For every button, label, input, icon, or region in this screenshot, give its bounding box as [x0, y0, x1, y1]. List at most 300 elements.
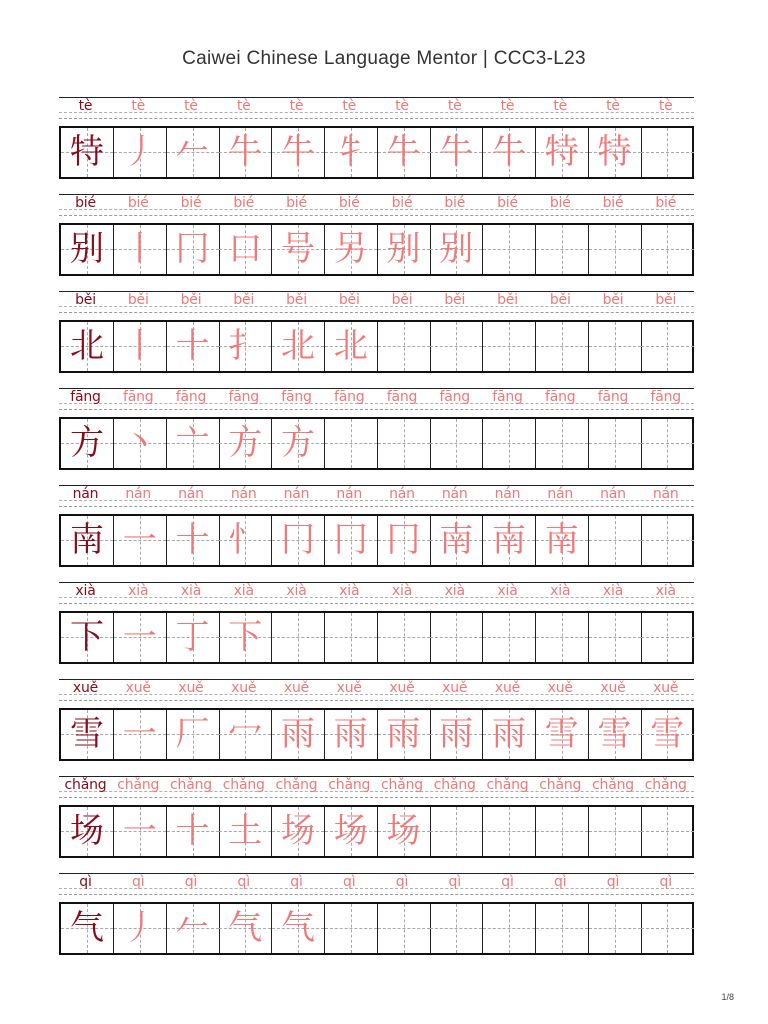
- writing-cell: [272, 419, 325, 468]
- stroke-step: 别: [386, 229, 421, 269]
- pinyin-trace: běi: [233, 292, 255, 308]
- pinyin-trace: xià: [497, 583, 518, 599]
- writing-cell: [641, 322, 694, 371]
- pinyin-label: tè: [78, 98, 93, 114]
- stroke-step: 方: [281, 423, 315, 463]
- stroke-step: 别: [439, 229, 474, 269]
- pinyin-trace: tè: [658, 98, 673, 114]
- pinyin-trace: chǎng: [117, 777, 160, 793]
- pinyin-trace: fāng: [492, 389, 523, 405]
- stroke-step: [483, 904, 535, 953]
- stroke-step: 牛: [228, 132, 263, 172]
- stroke-step: [536, 225, 588, 274]
- pinyin-trace: tè: [395, 98, 409, 114]
- pinyin-trace: tè: [606, 98, 620, 114]
- stroke-step: [325, 613, 377, 662]
- stroke-step: [325, 419, 377, 468]
- practice-row: [59, 97, 694, 181]
- writing-cell: [536, 613, 589, 662]
- writing-cell: [114, 807, 167, 856]
- stroke-step: 北: [333, 326, 368, 366]
- pinyin-trace: fāng: [334, 389, 365, 405]
- writing-cell: [219, 128, 272, 177]
- stroke-step: 十: [175, 326, 210, 366]
- stroke-step: [272, 613, 324, 662]
- stroke-step: [430, 807, 482, 856]
- stroke-step: 丶: [122, 423, 157, 463]
- pinyin-trace: xuě: [389, 680, 415, 696]
- pinyin-trace: chǎng: [381, 777, 423, 793]
- writing-cell: [589, 225, 642, 274]
- pinyin-trace: qì: [343, 874, 356, 890]
- pinyin-trace: běi: [549, 292, 571, 308]
- stroke-step: [536, 613, 588, 662]
- stroke-step: 丨: [122, 326, 157, 366]
- page-number: 1/8: [721, 992, 734, 1002]
- writing-grid: [59, 223, 694, 276]
- stroke-step: 雨: [492, 714, 526, 754]
- stroke-step: [483, 613, 535, 662]
- pinyin-trace: běi: [391, 292, 413, 308]
- writing-cell: [430, 613, 483, 662]
- writing-cell: [589, 128, 642, 177]
- stroke-step: [378, 613, 430, 662]
- writing-cell: [114, 904, 167, 953]
- stroke-step: [641, 516, 693, 565]
- stroke-step: 牛: [281, 132, 315, 172]
- pinyin-trace: chǎng: [539, 777, 582, 793]
- model-character: 场: [70, 811, 104, 851]
- writing-cell: [641, 613, 694, 662]
- stroke-step: [589, 904, 641, 953]
- pinyin-trace: bié: [233, 195, 255, 211]
- stroke-step: 雨: [333, 714, 368, 754]
- pinyin-trace: xuě: [336, 680, 362, 696]
- writing-cell: [219, 225, 272, 274]
- writing-cell: [61, 128, 114, 177]
- writing-cell: [61, 225, 114, 274]
- writing-cell: [219, 710, 272, 759]
- pinyin-trace: qì: [132, 874, 145, 890]
- pinyin-label: xuě: [72, 680, 99, 696]
- practice-row: [59, 194, 694, 278]
- stroke-step: 冖: [228, 714, 263, 754]
- writing-cell: [114, 322, 167, 371]
- pinyin-trace: tè: [447, 98, 462, 114]
- writing-grid: [59, 126, 694, 179]
- pinyin-trace: xià: [602, 583, 624, 599]
- writing-cell: [325, 710, 378, 759]
- writing-cell: [167, 807, 220, 856]
- stroke-step: [589, 807, 641, 856]
- pinyin-trace: fāng: [281, 389, 312, 405]
- stroke-step: 南: [492, 520, 526, 560]
- pinyin-trace: fāng: [650, 389, 681, 405]
- stroke-step: 丨: [122, 229, 157, 269]
- stroke-step: [430, 904, 482, 953]
- writing-cell: [641, 225, 694, 274]
- pinyin-label: běi: [75, 292, 96, 308]
- writing-cell: [272, 225, 325, 274]
- stroke-step: [325, 904, 377, 953]
- stroke-step: [430, 322, 482, 371]
- stroke-step: [641, 225, 693, 274]
- pinyin-trace: xuě: [442, 680, 468, 696]
- pinyin-trace: bié: [549, 195, 571, 211]
- pinyin-trace: xuě: [653, 680, 679, 696]
- stroke-step: [483, 419, 535, 468]
- writing-grid: [59, 320, 694, 373]
- pinyin-trace: bié: [180, 195, 202, 211]
- writing-cell: [483, 322, 536, 371]
- writing-cell: [378, 904, 431, 953]
- model-character: 南: [70, 520, 104, 560]
- pinyin-trace: nán: [336, 486, 363, 502]
- pinyin-trace: xuě: [547, 680, 573, 696]
- stroke-step: 南: [544, 520, 579, 560]
- pinyin-trace: qì: [395, 874, 409, 890]
- stroke-step: [483, 807, 535, 856]
- stroke-step: [589, 613, 641, 662]
- writing-cell: [219, 613, 272, 662]
- writing-cell: [114, 419, 167, 468]
- model-character: 特: [70, 132, 104, 172]
- pinyin-trace: fāng: [386, 389, 418, 405]
- writing-cell: [167, 322, 220, 371]
- writing-cell: [325, 322, 378, 371]
- writing-grid: [59, 611, 694, 664]
- writing-grid: [59, 417, 694, 470]
- page-title: Caiwei Chinese Language Mentor | CCC3-L23: [182, 48, 586, 69]
- writing-cell: [378, 807, 431, 856]
- writing-cell: [272, 710, 325, 759]
- model-character: 气: [70, 908, 104, 948]
- writing-cell: [589, 710, 642, 759]
- writing-cell: [167, 128, 220, 177]
- writing-grid: [59, 902, 694, 955]
- writing-cell: [641, 419, 694, 468]
- stroke-step: 雪: [597, 714, 632, 754]
- writing-cell: [219, 904, 272, 953]
- writing-cell: [536, 128, 589, 177]
- model-character: 方: [70, 423, 104, 463]
- pinyin-trace: běi: [655, 292, 677, 308]
- writing-cell: [430, 904, 483, 953]
- stroke-step: 雨: [281, 714, 315, 754]
- stroke-step: [641, 807, 693, 856]
- writing-cell: [589, 807, 642, 856]
- pinyin-trace: xià: [339, 583, 360, 599]
- pinyin-trace: tè: [342, 98, 357, 114]
- writing-cell: [589, 419, 642, 468]
- writing-cell: [483, 613, 536, 662]
- writing-cell: [641, 128, 694, 177]
- stroke-step: [483, 322, 535, 371]
- pinyin-trace: xià: [444, 583, 465, 599]
- model-character: 别: [70, 229, 104, 269]
- stroke-step: 牛: [386, 132, 421, 172]
- pinyin-trace: tè: [236, 98, 251, 114]
- pinyin-trace: xià: [180, 583, 202, 599]
- writing-cell: [61, 904, 114, 953]
- writing-grid: [59, 708, 694, 761]
- pinyin-trace: xià: [286, 583, 307, 599]
- writing-cell: [430, 322, 483, 371]
- stroke-step: [430, 613, 482, 662]
- stroke-step: 一: [122, 520, 157, 560]
- pinyin-label: nán: [72, 486, 99, 502]
- writing-cell: [61, 807, 114, 856]
- stroke-step: 冂: [333, 520, 368, 560]
- writing-cell: [483, 225, 536, 274]
- stroke-step: [589, 225, 641, 274]
- writing-cell: [325, 419, 378, 468]
- writing-cell: [641, 807, 694, 856]
- writing-cell: [325, 807, 378, 856]
- pinyin-trace: qì: [237, 874, 250, 890]
- stroke-step: 下: [228, 617, 263, 657]
- writing-cell: [219, 807, 272, 856]
- stroke-step: 场: [333, 811, 368, 851]
- writing-cell: [378, 710, 431, 759]
- pinyin-trace: nán: [441, 486, 468, 502]
- pinyin-trace: tè: [289, 98, 304, 114]
- stroke-step: 号: [281, 229, 315, 269]
- stroke-step: [378, 419, 430, 468]
- pinyin-trace: běi: [180, 292, 202, 308]
- writing-cell: [536, 904, 589, 953]
- stroke-step: 丁: [175, 617, 210, 657]
- writing-cell: [589, 904, 642, 953]
- pinyin-trace: qì: [184, 874, 198, 890]
- stroke-step: 扌: [228, 326, 263, 366]
- pinyin-trace: tè: [131, 98, 146, 114]
- stroke-step: 口: [228, 229, 263, 269]
- writing-cell: [483, 807, 536, 856]
- pinyin-trace: xià: [550, 583, 571, 599]
- pinyin-trace: bié: [286, 195, 307, 211]
- writing-cell: [219, 516, 272, 565]
- writing-cell: [589, 322, 642, 371]
- pinyin-trace: fāng: [545, 389, 576, 405]
- pinyin-trace: běi: [444, 292, 466, 308]
- pinyin-trace: tè: [553, 98, 568, 114]
- pinyin-trace: chǎng: [433, 777, 476, 793]
- stroke-step: 冂: [281, 520, 315, 560]
- writing-cell: [536, 710, 589, 759]
- writing-cell: [641, 516, 694, 565]
- pinyin-trace: bié: [444, 195, 466, 211]
- pinyin-trace: chǎng: [486, 777, 529, 793]
- stroke-step: [536, 904, 588, 953]
- pinyin-trace: xuě: [231, 680, 257, 696]
- writing-cell: [114, 613, 167, 662]
- writing-cell: [536, 516, 589, 565]
- stroke-step: 忄: [228, 520, 263, 560]
- stroke-step: 冂: [175, 229, 210, 269]
- pinyin-trace: chǎng: [644, 777, 687, 793]
- writing-cell: [378, 613, 431, 662]
- writing-cell: [430, 516, 483, 565]
- stroke-step: 雨: [439, 714, 474, 754]
- writing-cell: [114, 710, 167, 759]
- writing-cell: [378, 322, 431, 371]
- pinyin-trace: xià: [655, 583, 676, 599]
- pinyin-trace: bié: [127, 195, 149, 211]
- stroke-step: 北: [281, 326, 315, 366]
- stroke-step: 𠂉: [175, 908, 210, 948]
- stroke-step: [378, 904, 430, 953]
- stroke-step: 气: [281, 908, 315, 948]
- writing-cell: [483, 904, 536, 953]
- stroke-step: [430, 419, 482, 468]
- stroke-step: [536, 807, 588, 856]
- pinyin-trace: chǎng: [170, 777, 212, 793]
- writing-cell: [219, 322, 272, 371]
- writing-cell: [325, 516, 378, 565]
- stroke-step: [589, 419, 641, 468]
- stroke-step: 土: [228, 811, 263, 851]
- stroke-step: 场: [386, 811, 421, 851]
- practice-row: [59, 873, 694, 957]
- writing-cell: [536, 419, 589, 468]
- writing-cell: [483, 419, 536, 468]
- writing-cell: [325, 613, 378, 662]
- pinyin-trace: fāng: [123, 389, 154, 405]
- pinyin-trace: qì: [606, 874, 620, 890]
- writing-cell: [325, 225, 378, 274]
- pinyin-trace: fāng: [228, 389, 259, 405]
- pinyin-trace: chǎng: [275, 777, 318, 793]
- writing-cell: [272, 322, 325, 371]
- writing-cell: [61, 516, 114, 565]
- pinyin-trace: qì: [448, 874, 461, 890]
- stroke-step: [641, 613, 693, 662]
- writing-cell: [430, 710, 483, 759]
- stroke-step: [641, 322, 693, 371]
- stroke-step: [536, 419, 588, 468]
- stroke-step: 亠: [175, 423, 210, 463]
- stroke-step: 一: [122, 811, 157, 851]
- pinyin-label: fāng: [70, 389, 101, 405]
- pinyin-trace: xuě: [494, 680, 521, 696]
- pinyin-trace: qì: [659, 874, 672, 890]
- writing-cell: [61, 322, 114, 371]
- pinyin-trace: nán: [389, 486, 415, 502]
- writing-cell: [114, 128, 167, 177]
- writing-cell: [483, 516, 536, 565]
- writing-cell: [430, 419, 483, 468]
- writing-cell: [378, 128, 431, 177]
- pinyin-trace: xià: [128, 583, 149, 599]
- writing-cell: [378, 516, 431, 565]
- writing-cell: [430, 128, 483, 177]
- pinyin-trace: běi: [497, 292, 518, 308]
- pinyin-trace: fāng: [175, 389, 207, 405]
- writing-cell: [430, 225, 483, 274]
- writing-grid: [59, 514, 694, 567]
- writing-cell: [272, 904, 325, 953]
- model-character: 北: [70, 326, 104, 366]
- stroke-step: 方: [228, 423, 263, 463]
- model-character: 雪: [70, 714, 104, 754]
- writing-cell: [378, 419, 431, 468]
- pinyin-trace: běi: [286, 292, 307, 308]
- pinyin-label: qì: [79, 874, 92, 890]
- stroke-step: 气: [228, 908, 263, 948]
- pinyin-trace: nán: [283, 486, 310, 502]
- stroke-step: 厂: [175, 714, 210, 754]
- stroke-step: 另: [333, 229, 368, 269]
- writing-cell: [325, 128, 378, 177]
- pinyin-trace: chǎng: [592, 777, 634, 793]
- writing-cell: [167, 419, 220, 468]
- writing-cell: [536, 322, 589, 371]
- stroke-step: 雨: [386, 714, 421, 754]
- stroke-step: 十: [175, 811, 210, 851]
- stroke-step: 特: [597, 132, 632, 172]
- writing-cell: [325, 904, 378, 953]
- pinyin-label: chǎng: [64, 777, 107, 793]
- writing-cell: [536, 225, 589, 274]
- writing-cell: [114, 225, 167, 274]
- writing-cell: [114, 516, 167, 565]
- stroke-step: 南: [439, 520, 474, 560]
- writing-grid: [59, 805, 694, 858]
- practice-row: [59, 679, 694, 763]
- stroke-step: 丿: [122, 908, 157, 948]
- pinyin-trace: qì: [501, 874, 514, 890]
- stroke-step: [641, 904, 693, 953]
- pinyin-trace: chǎng: [328, 777, 371, 793]
- practice-row: [59, 291, 694, 375]
- practice-row: [59, 388, 694, 472]
- writing-cell: [272, 516, 325, 565]
- stroke-step: 𠂉: [175, 132, 210, 172]
- writing-cell: [272, 807, 325, 856]
- writing-cell: [167, 904, 220, 953]
- practice-row: [59, 776, 694, 860]
- pinyin-trace: běi: [602, 292, 624, 308]
- stroke-step: [378, 322, 430, 371]
- pinyin-trace: bié: [655, 195, 677, 211]
- pinyin-label: xià: [75, 583, 96, 599]
- pinyin-trace: fāng: [439, 389, 470, 405]
- writing-cell: [430, 807, 483, 856]
- writing-cell: [272, 128, 325, 177]
- writing-cell: [219, 419, 272, 468]
- writing-cell: [483, 710, 536, 759]
- stroke-step: 场: [281, 811, 315, 851]
- stroke-step: 牛: [439, 132, 474, 172]
- stroke-step: [536, 322, 588, 371]
- pinyin-trace: nán: [600, 486, 626, 502]
- pinyin-trace: xià: [233, 583, 254, 599]
- practice-row: [59, 485, 694, 569]
- pinyin-trace: xuě: [283, 680, 310, 696]
- stroke-step: [589, 322, 641, 371]
- writing-cell: [272, 613, 325, 662]
- pinyin-trace: nán: [547, 486, 574, 502]
- pinyin-trace: nán: [178, 486, 204, 502]
- stroke-step: [589, 516, 641, 565]
- pinyin-trace: xuě: [125, 680, 151, 696]
- pinyin-trace: běi: [338, 292, 360, 308]
- stroke-step: 丿: [122, 132, 157, 172]
- writing-cell: [61, 710, 114, 759]
- stroke-step: 雪: [544, 714, 579, 754]
- stroke-step: [641, 419, 693, 468]
